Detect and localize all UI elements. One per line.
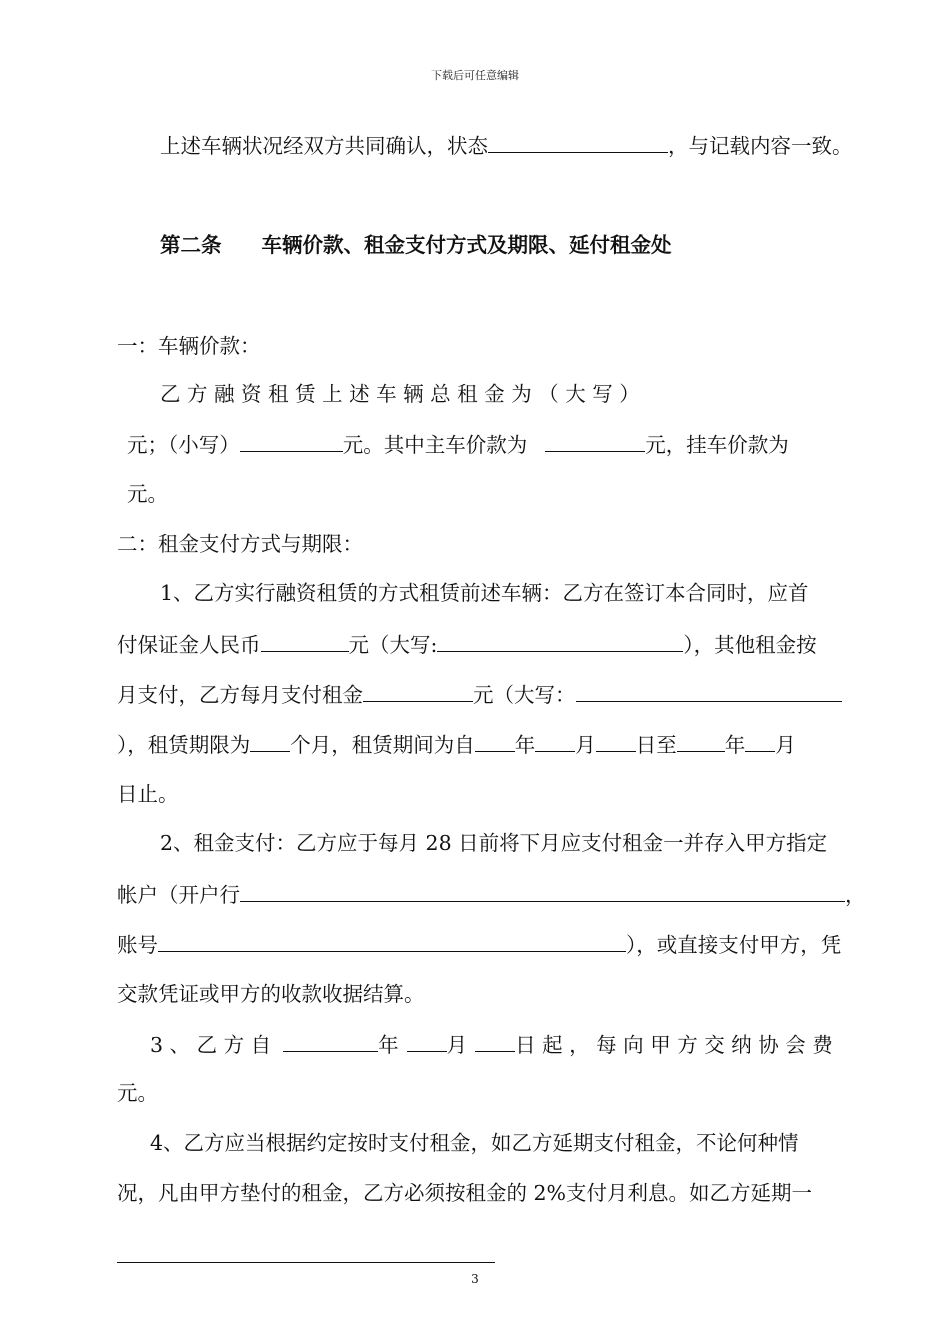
text: 月 [446,1033,468,1057]
text: 年 [514,733,536,757]
text: 账号 [117,933,158,957]
blank-field [475,731,515,752]
paragraph-line: 日止。 [117,782,179,806]
blank-field [437,631,683,652]
text: 上述车辆状况经双方共同确认，状态 [160,134,488,158]
text: 元（大写： [473,683,576,707]
paragraph-line [117,731,796,758]
text: 日 起 ， 每 向 甲 方 交 纳 协 会 费 [515,1033,833,1057]
blank-field [677,731,725,752]
article-heading [160,232,672,258]
page-number: 3 [471,1272,479,1286]
paragraph-line: 4、乙方应当根据约定按时支付租金，如乙方延期支付租金，不论何种情 [150,1131,799,1155]
text: 月 [775,733,796,757]
text: ， [845,883,866,907]
paragraph-line [117,681,842,708]
paragraph-line [150,1031,833,1058]
text: 元。其中主车价款为 [342,433,528,457]
text: 年 [724,733,746,757]
blank-field [576,681,842,702]
text: 月 [575,733,596,757]
section-heading: 二：租金支付方式与期限： [117,532,363,556]
text: 元；（小写） [127,433,240,457]
blank-field [535,731,575,752]
blank-field [545,431,645,452]
text: 3 、 乙 方 自 [150,1033,272,1057]
text: 元，挂车价款为 [645,433,789,457]
paragraph-line: 乙 方 融 资 租 赁 上 述 车 辆 总 租 金 为 （ 大 写 ） [160,382,640,406]
text: 年 [378,1033,399,1057]
text: ，与记载内容一致。 [668,134,853,158]
text: ），租赁期限为 [117,733,251,757]
paragraph-line: 2、租金支付：乙方应于每月 28 日前将下月应支付租金一并存入甲方指定 [160,831,828,855]
blank-field [596,731,636,752]
paragraph-line [127,431,789,458]
section-heading: 一：车辆价款： [117,334,261,358]
text: 付保证金人民币 [117,633,261,657]
blank-field [240,431,343,452]
text: 月支付，乙方每月支付租金 [117,683,363,707]
paragraph-line [117,931,841,958]
blank-field [745,731,775,752]
article-title: 车辆价款、租金支付方式及期限、延付租金处 [261,233,672,257]
paragraph-line [160,132,853,159]
paragraph-line [117,881,866,908]
blank-field [250,731,290,752]
page-header-note: 下载后可任意编辑 [431,69,519,82]
blank-field [475,1031,515,1052]
paragraph-line: 元。 [127,482,168,506]
paragraph-line: 况，凡由甲方垫付的租金，乙方必须按租金的 2%支付月利息。如乙方延期一 [117,1181,813,1205]
paragraph-line: 元。 [117,1081,158,1105]
footnote-divider [117,1262,495,1263]
blank-field [158,931,626,952]
paragraph-line: 1、乙方实行融资租赁的方式租赁前述车辆：乙方在签订本合同时，应首 [160,581,809,605]
blank-field [283,1031,378,1052]
blank-field [240,881,845,902]
paragraph-line: 交款凭证或甲方的收款收据结算。 [117,982,425,1006]
text: ），其他租金按 [683,633,817,657]
text: 元（大写: [348,633,438,657]
blank-field [261,631,349,652]
text: ），或直接支付甲方，凭 [626,933,842,957]
blank-field [488,132,668,153]
article-number: 第二条 [160,233,222,257]
text: 个月，租赁期间为自 [290,733,475,757]
paragraph-line [117,631,817,658]
blank-field [407,1031,447,1052]
text: 日至 [635,733,677,757]
text: 帐户（开户行 [117,883,240,907]
blank-field [363,681,473,702]
